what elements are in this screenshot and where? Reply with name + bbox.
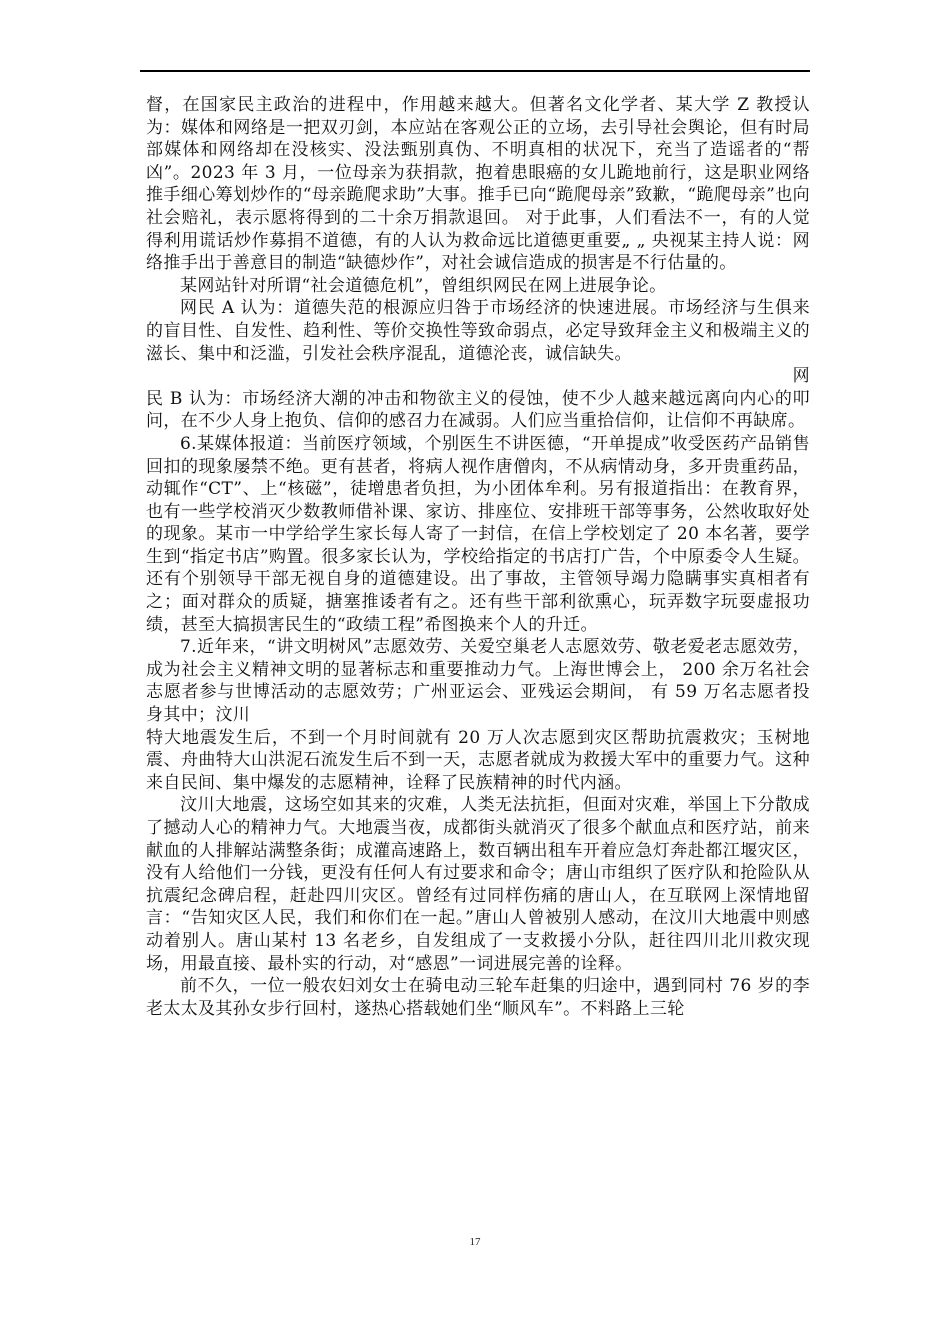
paragraph-liu: 前不久，一位一般农妇刘女士在骑电动三轮车赶集的归途中，遇到同村 76 岁的李老太太及其孙女步行回村，遂热心搭载她们坐“顺风车”。不料路上三轮: [146, 976, 810, 1019]
paragraph-website-debate: 某网站针对所谓“社会道德危机”，曾组织网民在网上进展争论。: [180, 275, 667, 296]
paragraph-wenchuan: 汶川大地震，这场空如其来的灾难，人类无法抗拒，但面对灾难，举国上下分散成了撼动人心的精神力气。大地震当夜，成都街头就消灭了很多个献血点和医疗站，前来献血的人排解站满整条街；成灌高速路上，数百辆出租车开着应急灯奔赴都江堰灾区，没有人给他们一分钱，更没有任何人有过要求和命令；唐山市组织了医疗队和抢险队从抗震纪念碑启程，赶赴四川灾区。曾经有过同样伤痛的唐山人，在互联网上深情地留言：“告知灾区人民，我们和你们在一起。”唐山人曾被别人感动，在汶川大地震中则感动着别人。唐山某村 13 名老乡，自发组成了一支救援小分队，赶往四川北川救灾现场，用最直接、最朴实的行动，对“感恩”一词进展完善的诠释。: [146, 795, 810, 974]
body-text: [146, 94, 810, 1020]
paragraph-fragment: 网: [792, 366, 810, 387]
header-rule: [140, 70, 810, 72]
paragraph-netizen-a: 网民 A 认为：道德失范的根源应归咎于市场经济的快速进展。市场经济与生俱来的盲目性、自发性、趋利性、等价交换性等致命弱点，必定导致拜金主义和极端主义的滋长、集中和泛滥，引发社会秩序混乱，道德沦丧，诚信缺失。: [146, 298, 810, 364]
paragraph-item-7: 7.近年来，“讲文明树风”志愿效劳、关爱空巢老人志愿效劳、敬老爱老志愿效劳，成为社会主义精神文明的显著标志和重要推动力气。上海世博会上， 200 余万名社会志愿者参与世博活动的志愿效劳；广州亚运会、亚残运会期间， 有 59 万名志愿者投身其中；汶川: [146, 637, 810, 726]
paragraph-netizen-b: 民 B 认为：市场经济大潮的冲击和物欲主义的侵蚀，使不少人越来越远离向内心的叩问，在不少人身上抱负、信仰的感召力在减弱。人们应当重拾信仰，让信仰不再缺席。: [146, 388, 810, 432]
paragraph-item-6: 6.某媒体报道：当前医疗领域，个别医生不讲医德，“开单提成”收受医药产品销售回扣的现象屡禁不绝。更有甚者，将病人视作唐僧肉，不从病情动身，多开贵重药品，动辄作“CT”、上“核磁”，徒增患者负担，为小团体牟利。另有报道指出：在教育界，也有一些学校消灭少数教师借补课、家访、排座位、安排班干部等事务，公然收取好处的现象。某市一中学给学生家长每人寄了一封信，在信上学校划定了 20 本名著，要学生到“指定书店”购置。很多家长认为，学校给指定的书店打广告，个中原委令人生疑。还有个别领导干部无视自身的道德建设。出了事故，主管领导竭力隐瞒事实真相者有之；面对群众的质疑，搪塞推诿者有之。还有些干部利欲熏心，玩弄数字玩耍虚报功绩，甚至大搞损害民生的“政绩工程”希图换来个人的升迁。: [146, 433, 810, 635]
paragraph-media-network: 督，在国家民主政治的进程中，作用越来越大。但著名文化学者、某大学 Z 教授认为：媒体和网络是一把双刃剑，本应站在客观公正的立场，去引导社会舆论，但有时局部媒体和网络却在没核实、没法甄别真伪、不明真相的状况下，充当了造谣者的“帮凶”。2023 年 3 月，一位母亲为获捐款，抱着患眼癌的女儿跪地前行，这是职业网络推手细心筹划炒作的“母亲跪爬求助”大事。推手已向“跪爬母亲”致歉，“跪爬母亲”也向社会赔礼，表示愿将得到的二十余万捐款退回。 对于此事，人们看法不一，有的人觉得利用谎话炒作募捐不道德，有的人认为救命远比道德更重要„ „ 央视某主持人说：网络推手出于善意目的制造“缺德炒作”，对社会诚信造成的损害是不行估量的。: [146, 95, 810, 274]
page-number: 17: [469, 1236, 481, 1248]
paragraph-item-7-continued: 特大地震发生后，不到一个月时间就有 20 万人次志愿到灾区帮助抗震救灾；玉树地震、舟曲特大山洪泥石流发生后不到一天，志愿者就成为救援大军中的重要力气。这种来自民间、集中爆发的志愿精神，诠释了民族精神的时代内涵。: [146, 727, 810, 793]
